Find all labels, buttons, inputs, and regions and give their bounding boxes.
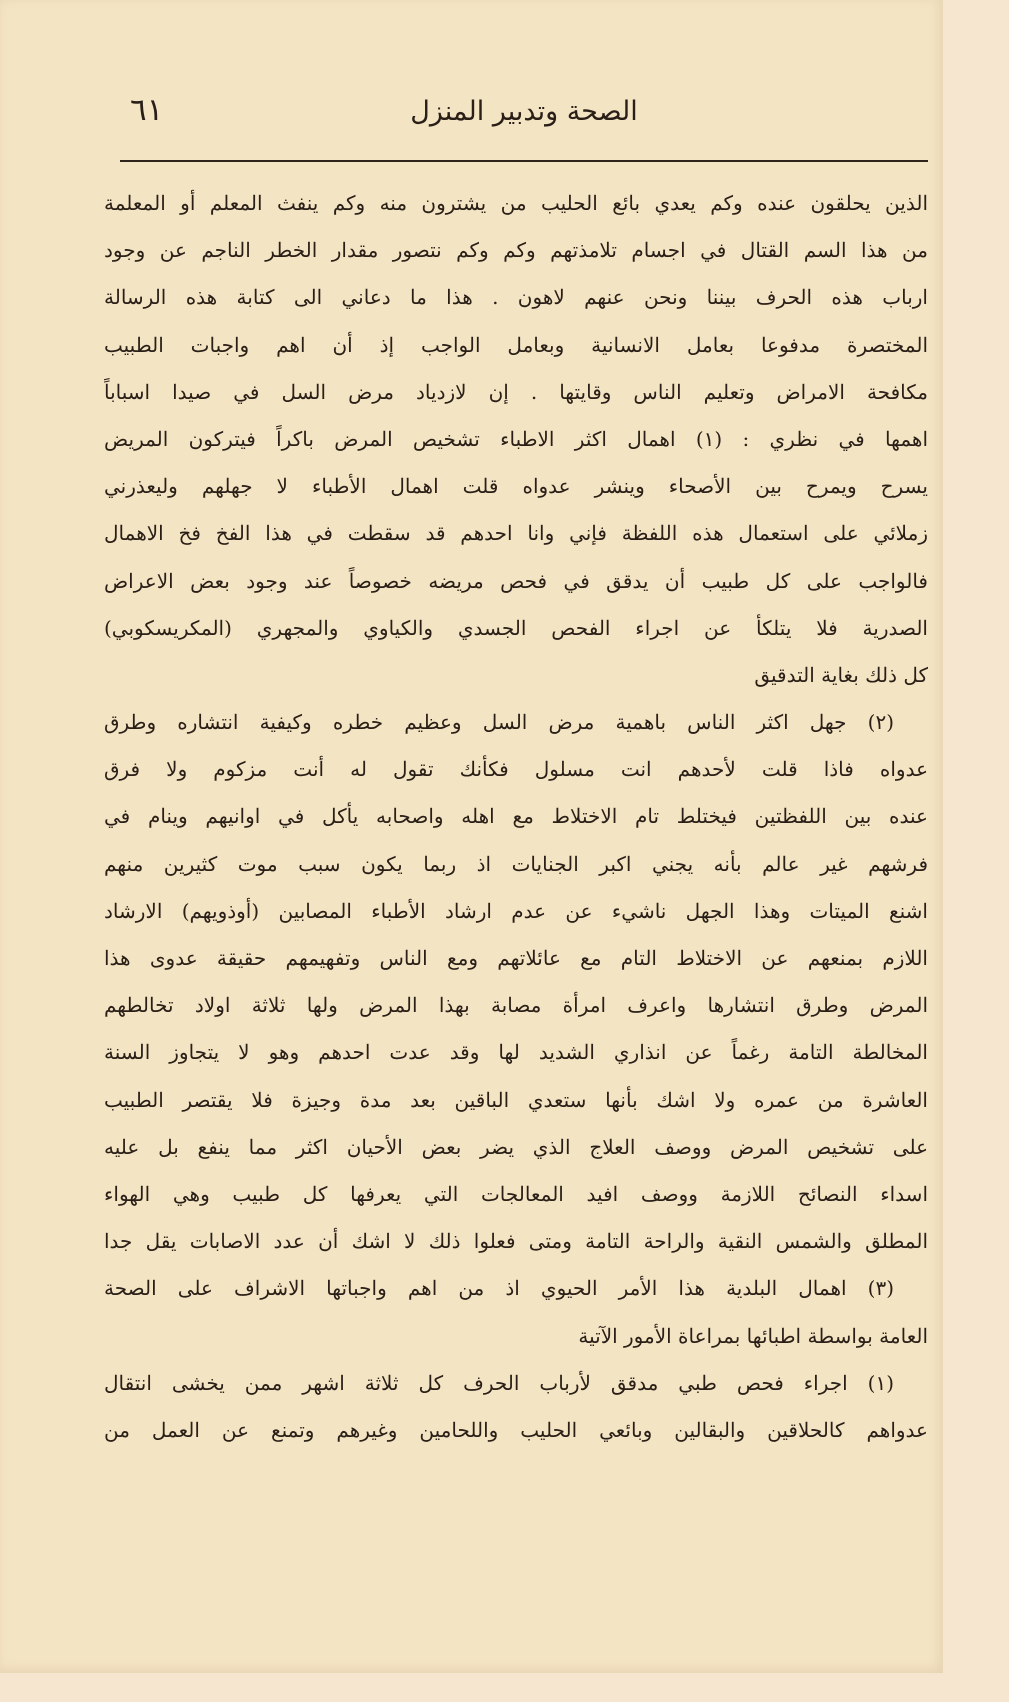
text-line: اللازم بمنعهم عن الاختلاط التام مع عائلاتهم ومع الناس وتفهيمهم حقيقة عدوى هذا (104, 946, 928, 970)
text-line: اسداء النصائح اللازمة ووصف افيد المعالجات التي يعرفها كل طبيب وهي الهواء (104, 1181, 928, 1206)
text-line: فالواجب على كل طبيب أن يدقق في فحص مريضه خصوصاً عند وجود بعض الاعراض (104, 568, 928, 593)
page-number: ٦١ (130, 92, 164, 128)
text-line: عنده بين اللفظتين فيختلط تام الاختلاط مع اهله واصحابه يأكل في اوانيهم وينام في (104, 804, 928, 829)
header-rule (120, 160, 928, 162)
text-line: (١) اجراء فحص طبي مدقق لأرباب الحرف كل ثلاثة اشهر ممن يخشى انتقال (104, 1370, 894, 1395)
text-line: العامة بواسطة اطبائها بمراعاة الأمور الآتية (578, 1323, 928, 1348)
text-line: عدواهم كالحلاقين والبقالين وبائعي الحليب واللحامين وغيرهم وتمنع عن العمل من (104, 1417, 928, 1442)
running-head: الصحة وتدبير المنزل (410, 96, 638, 127)
page-header (120, 92, 928, 140)
text-line: فرشهم غير عالم بأنه يجني اكبر الجنايات اذ ربما يكون سبب موت كثيرين منهم (104, 851, 928, 876)
text-line: اهمها في نظري : (١) اهمال اكثر الاطباء تشخيص المرض باكراً فيتركون المريض (104, 426, 928, 451)
text-line: على تشخيص المرض ووصف العلاج الذي يضر بعض الأحيان اكثر مما ينفع بل عليه (104, 1134, 928, 1159)
text-line: كل ذلك بغاية التدقيق (754, 662, 928, 687)
text-line: مكافحة الامراض وتعليم الناس وقايتها . إن لازدياد مرض السل في صيدا اسباباً (104, 379, 928, 404)
text-line: من هذا السم القتال في اجسام تلامذتهم وكم وكم نتصور مقدار الخطر الناجم عن وجود (104, 238, 928, 263)
text-line: الصدرية فلا يتلكأ عن اجراء الفحص الجسدي والكياوي والمجهري (المكريسكوبي) (104, 615, 928, 640)
text-line: الذين يحلقون عنده وكم يعدي بائع الحليب من يشترون منه وكم ينفث المعلم أو المعلمة (104, 191, 928, 215)
text-line: ارباب هذه الحرف بيننا ونحن عنهم لاهون . هذا ما دعاني الى كتابة هذه الرسالة (104, 285, 928, 310)
text-line: عدواه فاذا قلت لأحدهم انت مسلول فكأنك تقول له أنت مزكوم ولا فرق (104, 757, 928, 782)
text-line: المختصرة مدفوعا بعامل الانسانية وبعامل الواجب إذ أن اهم واجبات الطبيب (104, 332, 928, 357)
text-line: يسرح ويمرح بين الأصحاء وينشر عدواه قلت اهمال الأطباء لا جهلهم وليعذرني (104, 474, 928, 499)
text-line: المخالطة التامة رغماً عن انذاري الشديد لها وقد عدت احدهم وهو لا يتجاوز السنة (104, 1040, 928, 1065)
text-line: (٢) جهل اكثر الناس باهمية مرض السل وعظيم خطره وكيفية انتشاره وطرق (104, 710, 894, 735)
text-line: العاشرة من عمره ولا اشك بأنها ستعدي الباقين بعد مدة وجيزة فلا يقتصر الطبيب (104, 1087, 928, 1112)
text-line: اشنع الميتات وهذا الجهل ناشيء عن عدم ارشاد الأطباء المصابين (أوذويهم) الارشاد (104, 898, 928, 923)
text-line: المطلق والشمس النقية والراحة التامة ومتى فعلوا ذلك لا اشك أن عدد الاصابات يقل جدا (104, 1229, 928, 1254)
text-line: (٣) اهمال البلدية هذا الأمر الحيوي اذ من اهم واجباتها الاشراف على الصحة (104, 1276, 894, 1301)
body-text (104, 180, 928, 1454)
text-line: المرض وطرق انتشارها واعرف امرأة مصابة بهذا المرض ولها ثلاثة اولاد تخالطهم (104, 993, 928, 1018)
text-line: زملائي على استعمال هذه اللفظة فإني وانا احدهم قد سقطت في هذا الفخ فخ الاهمال (104, 521, 928, 546)
